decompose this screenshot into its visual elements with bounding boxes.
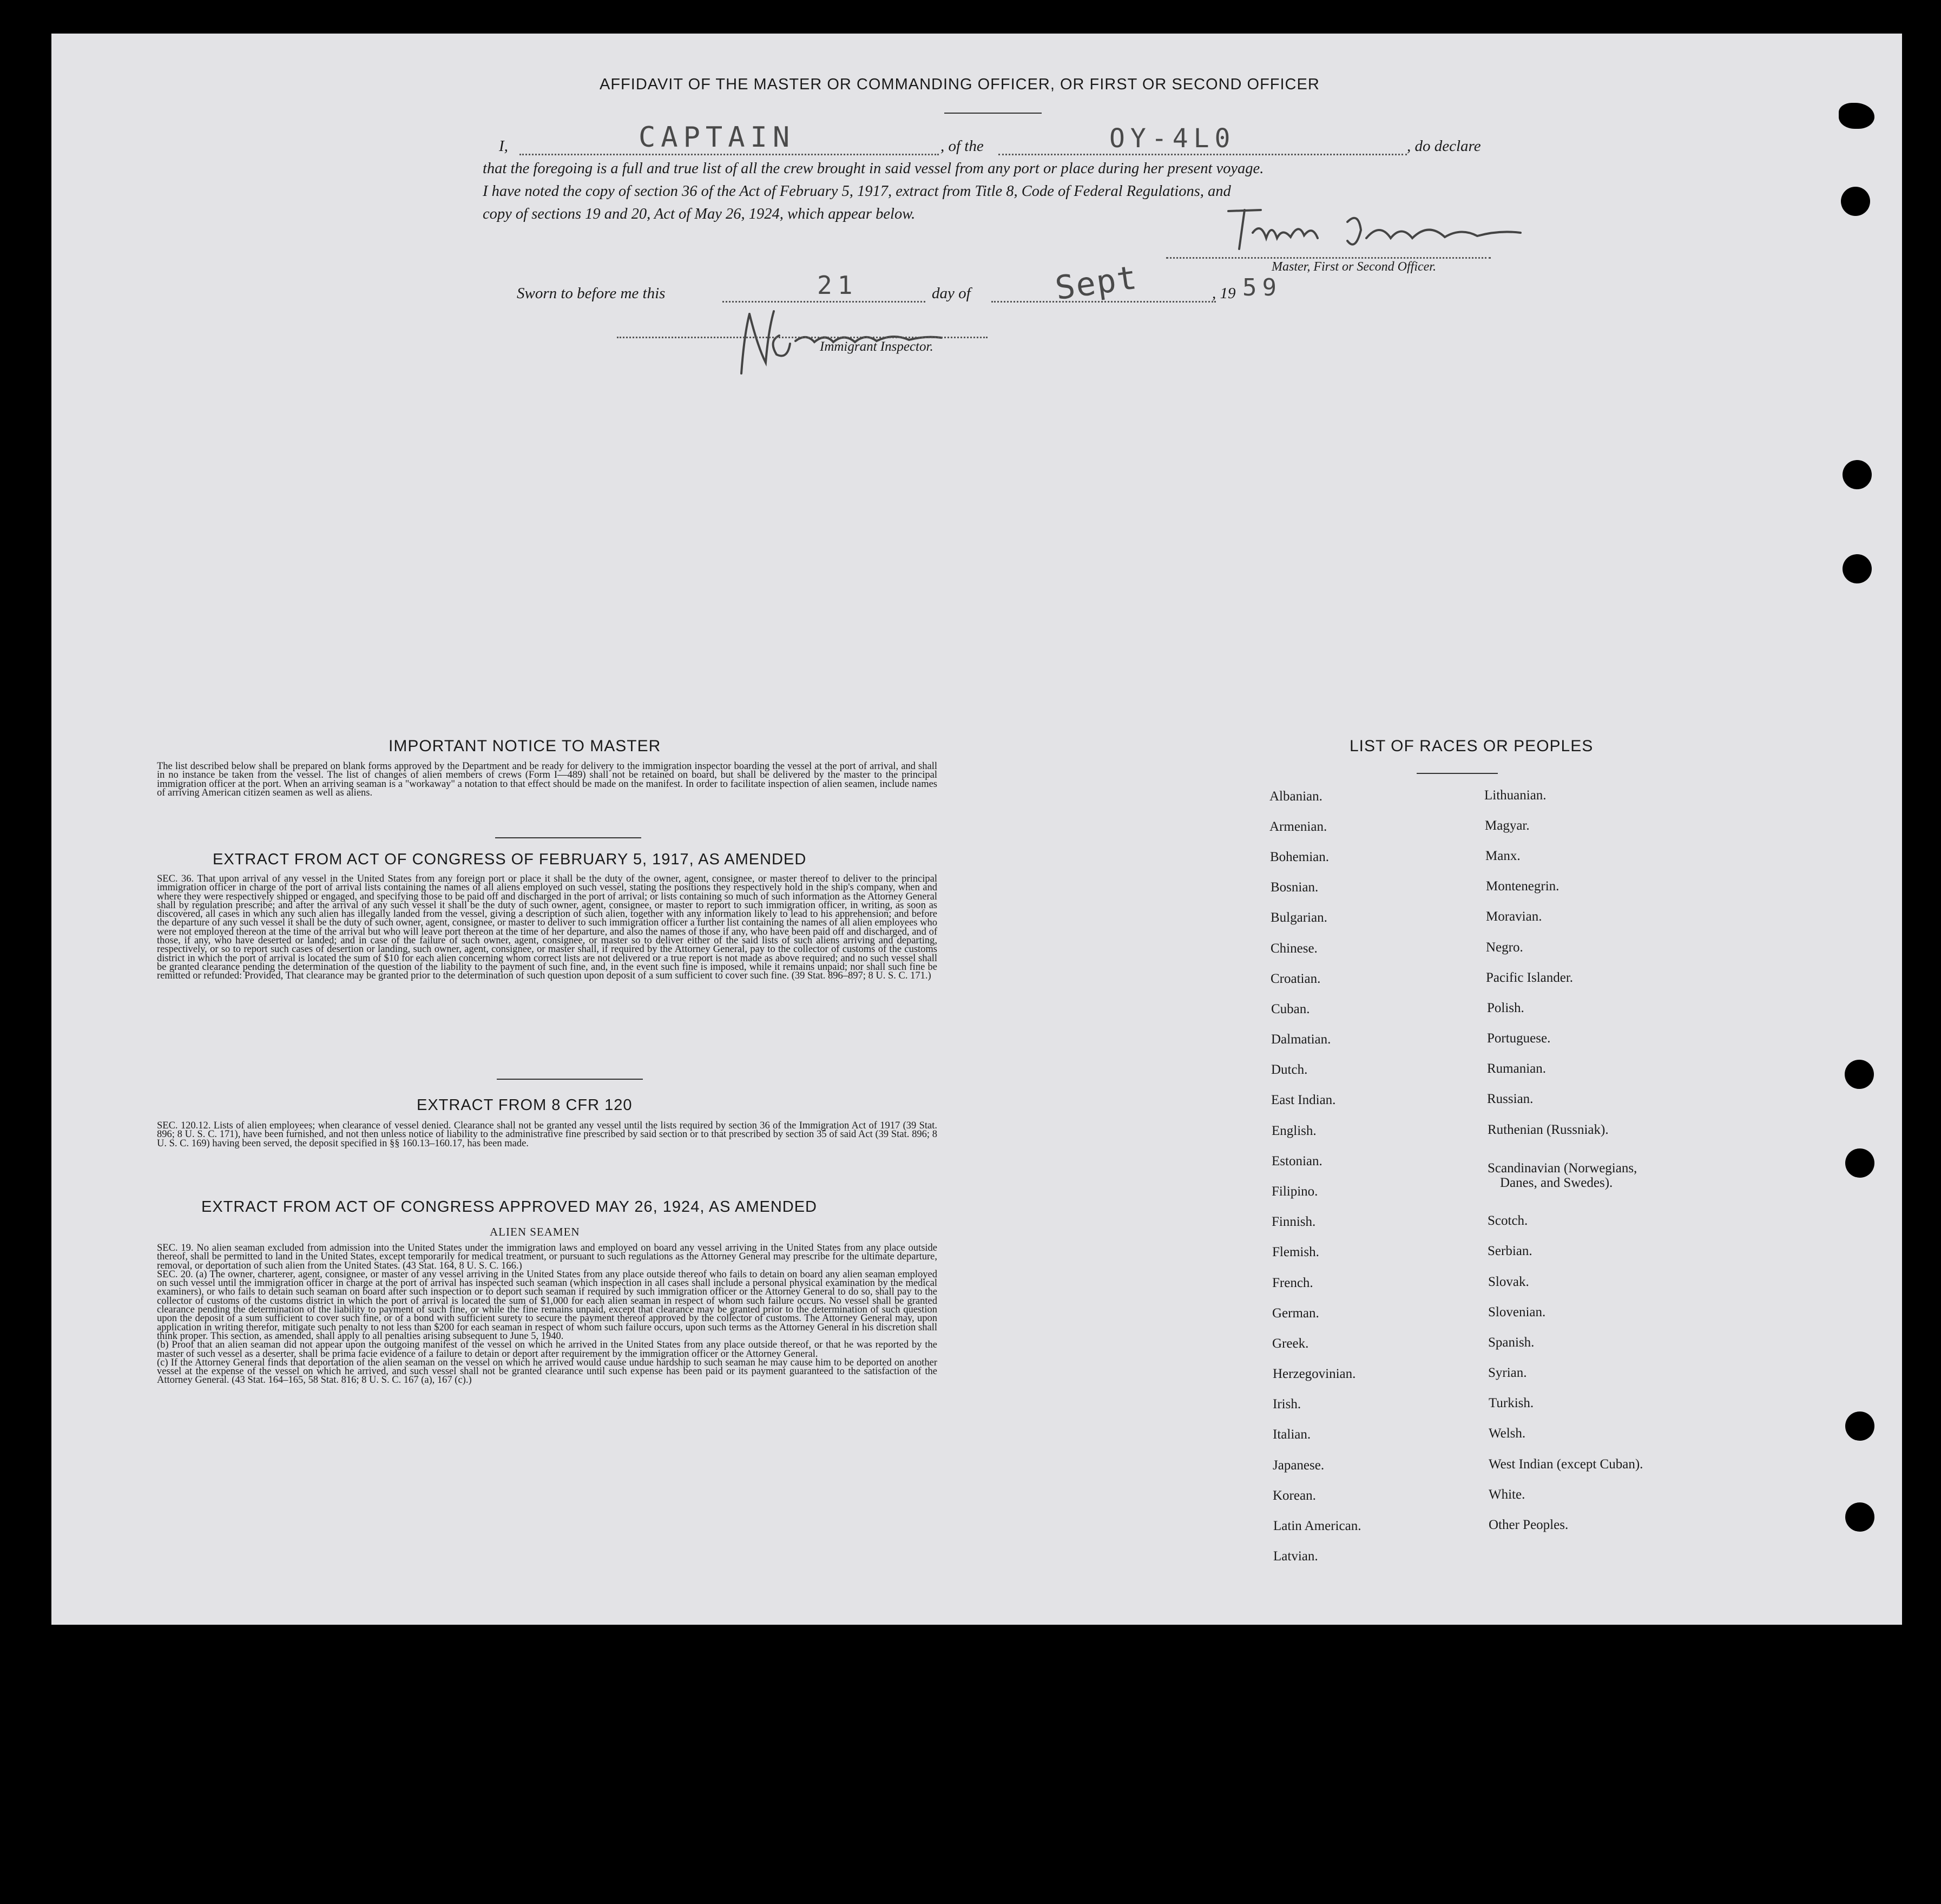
master-signature-line [1166,257,1491,259]
race-item: East Indian. [1271,1093,1336,1107]
race-item: Portuguese. [1487,1031,1551,1046]
race-item: Herzegovinian. [1273,1367,1356,1381]
race-item: Manx. [1485,849,1521,863]
punch-hole [1845,1060,1874,1089]
race-item: Latin American. [1273,1519,1361,1533]
race-item: Rumanian. [1487,1061,1547,1076]
race-item: Lithuanian. [1484,788,1547,803]
day-handwritten: 21 [817,271,858,300]
race-item: Slovak. [1488,1275,1529,1289]
races-divider [1417,773,1498,774]
extract-1917-title: EXTRACT FROM ACT OF CONGRESS OF FEBRUARY 5, 1917, AS AMENDED [213,851,807,868]
affidavit-line-4: copy of sections 19 and 20, Act of May 26, 1924, which appear below. [483,206,916,222]
race-item: Irish. [1273,1397,1301,1411]
race-item: Latvian. [1273,1549,1318,1564]
race-item: Slovenian. [1488,1305,1546,1319]
punch-hole [1843,460,1872,489]
race-item: Serbian. [1488,1244,1532,1258]
sec-20a-text: SEC. 20. (a) The owner, charterer, agent, consignee, or master of any vessel arriving in the United States from any place outside thereof who fails to detain on board any alien seaman employed on such vessel until the immigration officer in charge at the port of arrival has inspected such seaman (which inspection in all cases shall include a personal physical examination by the medical examiners), or who fails to detain such seaman on board after such inspection or to deport such seaman if required by such immigration officer or the Attorney General to do so, shall pay to the collector of customs of the customs district in which the port of arrival is located the sum of $1,000 for each alien seaman in respect of whom such failure occurs. No vessel shall be granted clearance pending the determination of the liability to payment of such fine, or while the fine remains unpaid, except that clearance may be granted prior to the determination of such question upon the deposit of a sum sufficient to cover such fine, or of a bond with sufficient surety to secure the payment thereof approved by the collector of customs. The Attorney General may, upon application in writing therefor, mitigate such penalty to not less than $200 for each seaman in respect of whom such failure occurs, upon such terms as the Attorney General in his discretion shall think proper. This section, as amended, shall apply to all penalties arising subsequent to June 5, 1940. [157,1269,937,1342]
extract-1924-title: EXTRACT FROM ACT OF CONGRESS APPROVED MAY 26, 1924, AS AMENDED [201,1198,817,1216]
vessel-handwritten: OY-4L0 [1109,123,1236,154]
race-item: Other Peoples. [1489,1518,1569,1532]
notice-divider [495,837,641,838]
inspector-line [617,337,988,338]
race-item: Croatian. [1271,971,1321,986]
race-item: Greek. [1272,1336,1309,1351]
punch-hole [1845,1148,1874,1178]
race-item: Chinese. [1271,941,1318,956]
race-item: Cuban. [1271,1002,1310,1016]
race-item: Bohemian. [1270,850,1330,864]
notice-title: IMPORTANT NOTICE TO MASTER [389,737,661,755]
sec-20b-text: (b) Proof that an alien seaman did not appear upon the outgoing manifest of the vessel on which he arrived in the United States from any place outside thereof, or that he was reported by the master of such vessel as a deserter, shall be prima facie evidence of a failure to detain or deport after requirement by the immigration officer or the Attorney General. [157,1340,937,1360]
race-item: Albanian. [1269,789,1322,804]
race-item: Dutch. [1271,1062,1308,1077]
race-item: Scandinavian (Norwegians, [1488,1161,1637,1176]
race-item: Estonian. [1272,1154,1322,1168]
race-item: Polish. [1487,1001,1524,1015]
day-line [722,301,925,303]
race-item: Syrian. [1488,1365,1527,1380]
sworn-label: Sworn to before me this [517,285,666,302]
sec-19-text: SEC. 19. No alien seaman excluded from admission into the United States under the immigration laws and employed on board any vessel arriving in the United States from any place outside thereof, shall be permitted to land in the United States, except temporarily for medical treatment, or pursuant to such regulations as the Attorney General may prescribe for the ultimate departure, removal, or deportation of such alien from the United States. (43 Stat. 164, 8 U. S. C. 166.) [157,1243,937,1271]
affidavit-line-2: that the foregoing is a full and true list of all the crew brought in said vessel from any port or place during her present voyage. [483,160,1264,177]
year-prefix: , 19 [1212,285,1236,302]
name-handwritten: CAPTAIN [639,121,795,154]
extract-1917-body: SEC. 36. That upon arrival of any vessel in the United States from any foreign port or place it shall be the duty of the owner, agent, consignee, or master thereof to deliver to the principal immigration officer in charge of the port of arrival lists containing the names of all aliens employed on such vessel, stating the positions they respectively hold in the ship's company, when and where they were respectively shipped or engaged, and specifying those to be paid off and discharged in the port of arrival; or lists containing so much of such information as the Attorney General shall by regulation prescribe; and after the arrival of any such vessel it shall be the duty of such owner, agent, consignee, or master to report to such immigration officer, in writing, as soon as discovered, all cases in which any such alien has illegally landed from the vessel, giving a description of such alien, together with any information likely to lead to his apprehension; and before the departure of any such vessel it shall be the duty of such owner, agent, consignee, or master to deliver to such immigration officer a further list containing the names of all alien employees who were not employed thereon at the time of the arrival but who will leave port thereon at the time of her departure, and also the names of those if any, who have been paid off and discharged, and of those, if any, who have deserted or landed; and in case of the failure of such owner, agent, consignee, or master so to deliver either of the said lists of such aliens arriving and departing, respectively, or so to report such cases of desertion or landing, such owner, agent, consignee, or master shall, if required by the Attorney General, pay to the collector of customs of the customs district in which the port of arrival is located the sum of $10 for each alien concerning whom correct lists are not delivered or a true report is not made as above required; and no such vessel shall be granted clearance pending the determination of the question of the liability to the payment of such fine, and, in the event such fine is imposed, while it remains unpaid; nor shall such fine be remitted or refunded: Provided, That clearance may be granted prior to the determination of such question upon deposit of a sum sufficient to cover such fine. (39 Stat. 896–897; 8 U. S. C. 171.) [157,874,937,982]
race-item: Bosnian. [1271,880,1319,895]
affidavit-title: AFFIDAVIT OF THE MASTER OR COMMANDING OFFICER, OR FIRST OR SECOND OFFICER [600,76,1320,93]
notice-body: The list described below shall be prepared on blank forms approved by the Department and be ready for delivery to the immigration inspector boarding the vessel at the port of arrival, and shall in no instance be taken from the vessel. The list of changes of alien members of crews (Form I—489) shall not be retained on board, but shall be delivered by the master to the principal immigration officer at the port. When an arriving seaman is a "workaway" a notation to that effect should be made on the manifest. In order to facilitate inspection of alien seamen, include names of arriving American citizen seamen as well as aliens. [157,761,937,798]
race-item: White. [1489,1487,1525,1502]
day-of-label: day of [932,285,971,302]
document-page [51,34,1902,1625]
title-divider [944,113,1042,114]
race-item: French. [1272,1276,1313,1290]
race-item: Scotch. [1488,1213,1528,1228]
vessel-line [998,154,1407,155]
do-declare-label: , do declare [1407,137,1481,155]
punch-hole [1843,554,1872,583]
race-item: Magyar. [1485,818,1530,833]
punch-hole [1845,1502,1874,1532]
race-item: Spanish. [1488,1335,1535,1350]
race-item: Turkish. [1489,1396,1534,1410]
affidavit-line-3: I have noted the copy of section 36 of the Act of February 5, 1917, extract from Title 8, Code of Federal Regulations, and [483,183,1231,200]
race-item: Welsh. [1489,1426,1526,1441]
races-title: LIST OF RACES OR PEOPLES [1350,737,1594,755]
sec-20c-text: (c) If the Attorney General finds that deportation of the alien seaman on the vessel on which he arrived would cause undue hardship to such seaman he may cause him to be deported on another vessel at the expense of the vessel on which he arrived, and such vessel shall not be granted clearance until such expense has been paid or its payment guaranteed to the satisfaction of the Attorney General. (43 Stat. 164–165, 58 Stat. 816; 8 U. S. C. 167 (a), 167 (c).) [157,1357,937,1386]
race-item: Montenegrin. [1486,879,1560,894]
race-item: Ruthenian (Russniak). [1488,1122,1609,1137]
race-item: Moravian. [1486,909,1542,924]
race-item: Filipino. [1272,1184,1318,1199]
i-label: I, [499,137,508,155]
extract-divider [497,1079,643,1080]
race-item: German. [1272,1306,1319,1321]
inspector-label: Immigrant Inspector. [820,339,933,354]
race-item: Danes, and Swedes). [1500,1176,1613,1190]
race-item: Negro. [1486,940,1523,955]
master-signature [1223,200,1526,260]
race-item: Italian. [1273,1427,1311,1442]
race-item: Korean. [1273,1488,1316,1503]
alien-seamen-subtitle: ALIEN SEAMEN [490,1225,580,1238]
extract-cfr-title: EXTRACT FROM 8 CFR 120 [417,1097,633,1114]
month-handwritten: Sept [1052,258,1140,308]
extract-1924-sections [157,1244,937,1385]
of-the-label: , of the [940,137,984,155]
race-item: English. [1272,1124,1317,1138]
year-handwritten: 59 [1242,274,1282,301]
name-line [519,154,939,155]
punch-hole [1839,103,1874,129]
race-item: Armenian. [1269,819,1327,834]
punch-hole [1841,187,1870,216]
race-item: Japanese. [1273,1458,1325,1473]
race-item: Russian. [1487,1092,1534,1106]
punch-hole [1845,1411,1874,1441]
master-label: Master, First or Second Officer. [1272,260,1436,274]
extract-cfr-body: SEC. 120.12. Lists of alien employees; when clearance of vessel denied. Clearance shall not be granted any vessel until the lists required by section 36 of the Immigration Act of 1917 (39 Stat. 896; 8 U. S. C. 171), have been furnished, and not then unless notice of liability to the administrative fine prescribed by said section or to that prescribed by section 35 of said Act (39 Stat. 896; 8 U. S. C. 169) having been served, the deposit specified in §§ 160.13–160.17, has been made. [157,1120,937,1149]
race-item: Dalmatian. [1271,1032,1331,1047]
race-item: Finnish. [1272,1214,1316,1229]
race-item: Bulgarian. [1271,910,1327,925]
race-item: Pacific Islander. [1486,970,1574,985]
race-item: Flemish. [1272,1245,1319,1259]
race-item: West Indian (except Cuban). [1489,1457,1643,1472]
